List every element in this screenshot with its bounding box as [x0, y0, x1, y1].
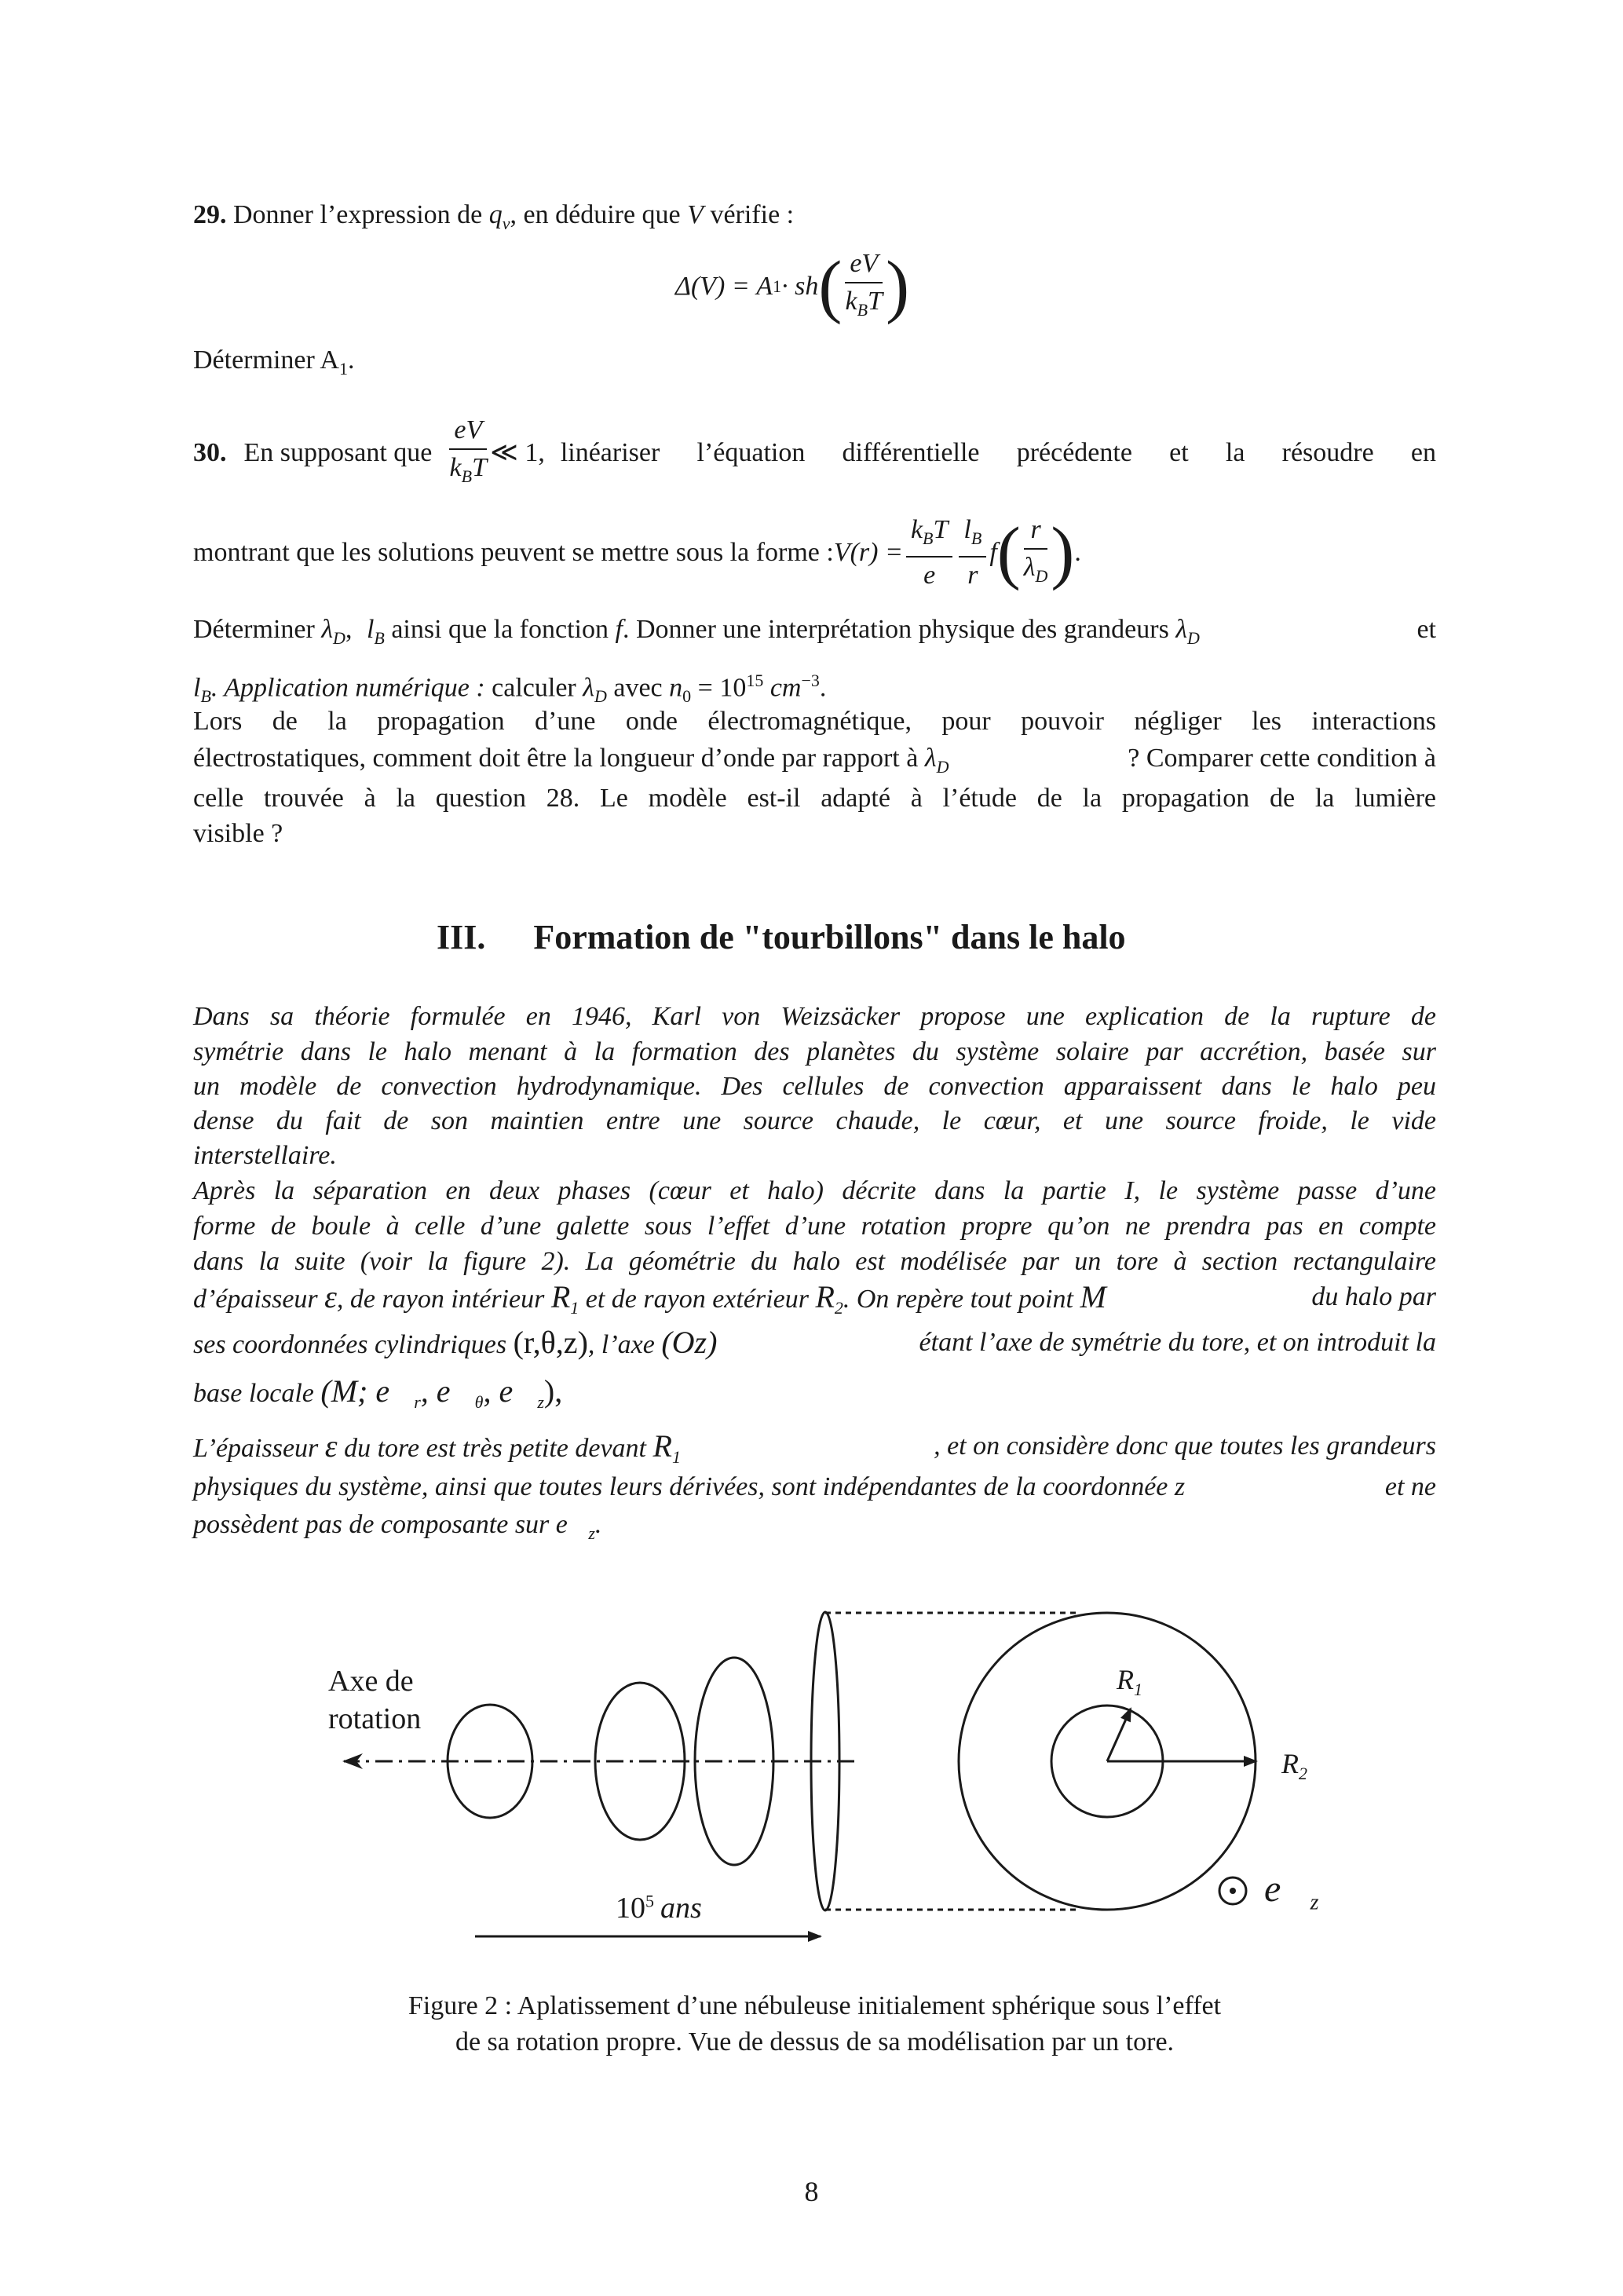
intro-line-3: un modèle de convection hydrodynamique. Des cellules de convection apparaissent dans le halo peu	[193, 1072, 1436, 1101]
intro-line-14: possèdent pas de composante sur $e⃗_z$.	[193, 1510, 602, 1543]
intro-line-8: dans la suite (voir la figure 2). La géométrie du halo est modélisée par un tore à section rectangulaire	[193, 1247, 1436, 1276]
r1-label: $R_1$	[1117, 1664, 1142, 1700]
q29-line: 29. Donner l’expression de $q_v$, en déduire que V vérifie :	[193, 200, 795, 233]
time-label: $10^5$ ans	[616, 1891, 702, 1925]
intro-line-11: base locale (M; $e⃗_r$, $e⃗_\theta$, $e⃗_z$),	[193, 1373, 563, 1412]
section-title: Formation de "tourbillons" dans le halo	[533, 918, 1126, 956]
figure-caption: Figure 2 : Aplatissement d’une nébuleuse initialement sphérique sous l’effet de sa rotation propre. Vue de dessus de sa modélisation par un tore.	[408, 1991, 1222, 2057]
page-number: 8	[804, 2176, 819, 2207]
q30-line3: Déterminer $\lambda_D$, $l_B$ ainsi que la fonction f. Donner une interprétation physique des grandeurs $\lambda_D$ et	[193, 615, 1436, 648]
q29-number: 29.	[193, 200, 227, 229]
q30-line4: $l_B$. Application numérique : calculer $\lambda_D$ avec $n_0 = 10^{15}$ $cm^{-3}$.	[193, 671, 827, 707]
intro-line-4: dense du fait de son maintien entre une source chaude, le cœur, et une source froide, le vide	[193, 1106, 1436, 1135]
q30-line1: 30. En supposant que $\frac{eV}{k_BT}$ ≪ 1, linéariser l’équation différentielle précédente et la résoudre en	[193, 410, 1436, 496]
intro-line-10: ses coordonnées cylindriques (r,θ,z), l’axe (Oz) étant l’axe de symétrie du tore, et on introduit la	[193, 1325, 1436, 1360]
intro-line-6: Après la séparation en deux phases (cœur et halo) décrite dans la partie I, le système passe d’une	[193, 1176, 1436, 1205]
axis-label: Axe de rotation	[328, 1665, 422, 1735]
intro-line-7: forme de boule à celle d’une galette sous l’effet d’une rotation propre qu’on ne prendra pas en compte	[193, 1212, 1436, 1241]
intro-line-13: physiques du système, ainsi que toutes leurs dérivées, sont indépendantes de la coordonnée z et ne	[193, 1472, 1436, 1501]
intro-line-5: interstellaire.	[193, 1141, 337, 1170]
ez-symbol-dot	[1230, 1888, 1236, 1894]
q29-fraction: $\frac{eV}{k_BT}$	[845, 246, 883, 328]
q30-para-line2: électrostatiques, comment doit être la longueur d’onde par rapport à $\lambda_D$ ? Comparer cette condition à	[193, 744, 1436, 777]
q30-fraction: $\frac{eV}{k_BT}$	[449, 412, 487, 495]
q29-determine: Déterminer $A_1$.	[193, 345, 355, 378]
q30-para-line3: celle trouvée à la question 28. Le modèle est-il adapté à l’étude de la propagation de la lumière	[193, 784, 1436, 813]
r1-arrow	[1107, 1709, 1131, 1761]
ez-label: $e⃗_z$	[1264, 1868, 1319, 1915]
section-number: III.	[437, 918, 486, 956]
intro-line-9: d’épaisseur ε, de rayon intérieur $R_1$ et de rayon extérieur $R_2$. On repère tout point M du halo par	[193, 1279, 1436, 1318]
q30-para-line4: visible ?	[193, 819, 283, 848]
intro-line-2: symétrie dans le halo menant à la formation des planètes du système solaire par accrétion, basée sur	[193, 1037, 1436, 1066]
r2-label: $R_2$	[1281, 1748, 1307, 1784]
q30-line2: montrant que les solutions peuvent se mettre sous la forme : V(r) = $\frac{k_BT}{e}$ $\frac{l_B}{r}$ f ( $\frac{r}{\lambda_D}$ ) .	[193, 506, 1081, 599]
intro-line-1: Dans sa théorie formulée en 1946, Karl von Weizsäcker propose une explication de la rupture de	[193, 1002, 1436, 1031]
q30-number: 30.	[193, 438, 227, 467]
q29-equation: Δ(V) = A 1 · sh ( $\frac{eV}{k_BT}$ )	[675, 239, 909, 334]
q30-para-line1: Lors de la propagation d’une onde électromagnétique, pour pouvoir négliger les interactions	[193, 707, 1436, 736]
intro-line-12: L’épaisseur ε du tore est très petite devant $R_1$ , et on considère donc que toutes les grandeurs	[193, 1428, 1436, 1467]
